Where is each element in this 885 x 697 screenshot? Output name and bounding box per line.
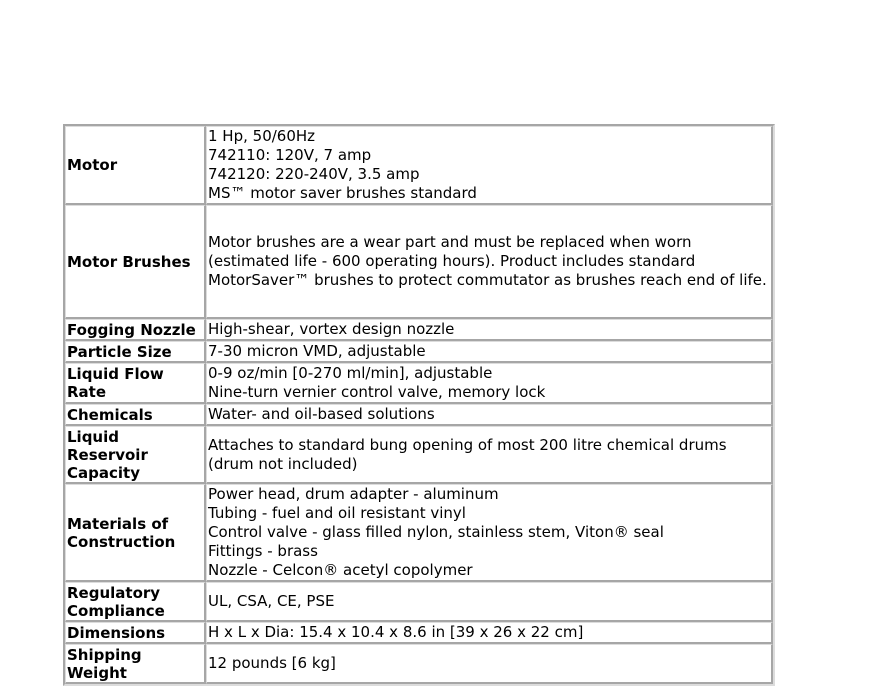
value-line: Nine-turn vernier control valve, memory lock bbox=[208, 383, 546, 401]
table-row bbox=[65, 484, 773, 582]
row-label: Motor Brushes bbox=[65, 205, 206, 319]
table-row bbox=[65, 404, 773, 426]
value-line: 7-30 micron VMD, adjustable bbox=[208, 342, 426, 360]
row-label: Liquid Reservoir Capacity bbox=[65, 426, 206, 484]
value-line: 742120: 220-240V, 3.5 amp bbox=[208, 165, 420, 183]
row-value bbox=[206, 644, 773, 684]
table-row bbox=[65, 341, 773, 363]
row-value bbox=[206, 363, 773, 404]
row-value bbox=[206, 622, 773, 644]
table-row bbox=[65, 644, 773, 684]
table-row bbox=[65, 622, 773, 644]
row-label: Motor bbox=[65, 126, 206, 205]
value-line: Water- and oil-based solutions bbox=[208, 405, 435, 423]
row-value bbox=[206, 341, 773, 363]
value-line: MS™ motor saver brushes standard bbox=[208, 184, 477, 202]
table-row bbox=[65, 363, 773, 404]
value-line: Control valve - glass filled nylon, stainless stem, Viton® seal bbox=[208, 523, 664, 541]
row-label: Dimensions bbox=[65, 622, 206, 644]
row-value bbox=[206, 582, 773, 622]
value-line: High-shear, vortex design nozzle bbox=[208, 320, 455, 338]
value-line: Motor brushes are a wear part and must be replaced when worn (estimated life - 600 operating hours). Product includes standard MotorSaver™ brushes to protect commutator as brushes reach end of life. bbox=[208, 233, 767, 289]
row-value bbox=[206, 126, 773, 205]
row-label: Chemicals bbox=[65, 404, 206, 426]
value-line: 742110: 120V, 7 amp bbox=[208, 146, 372, 164]
spec-table bbox=[63, 124, 775, 686]
value-line: Fittings - brass bbox=[208, 542, 318, 560]
table-row bbox=[65, 205, 773, 319]
row-label: Liquid Flow Rate bbox=[65, 363, 206, 404]
row-value bbox=[206, 484, 773, 582]
row-label: Shipping Weight bbox=[65, 644, 206, 684]
table-row bbox=[65, 126, 773, 205]
row-label: Fogging Nozzle bbox=[65, 319, 206, 341]
value-line: UL, CSA, CE, PSE bbox=[208, 592, 335, 610]
table-row bbox=[65, 426, 773, 484]
value-line: 1 Hp, 50/60Hz bbox=[208, 127, 316, 145]
row-value bbox=[206, 205, 773, 319]
table-row bbox=[65, 582, 773, 622]
value-line: Attaches to standard bung opening of most 200 litre chemical drums (drum not included) bbox=[208, 435, 727, 473]
row-value bbox=[206, 319, 773, 341]
row-value bbox=[206, 404, 773, 426]
row-label: Regulatory Compliance bbox=[65, 582, 206, 622]
value-line: Power head, drum adapter - aluminum bbox=[208, 485, 499, 503]
table-row bbox=[65, 319, 773, 341]
row-value bbox=[206, 426, 773, 484]
value-line: Tubing - fuel and oil resistant vinyl bbox=[208, 504, 466, 522]
value-line: 12 pounds [6 kg] bbox=[208, 654, 336, 672]
value-line: H x L x Dia: 15.4 x 10.4 x 8.6 in [39 x 26 x 22 cm] bbox=[208, 623, 584, 641]
row-label: Particle Size bbox=[65, 341, 206, 363]
value-line: 0-9 oz/min [0-270 ml/min], adjustable bbox=[208, 364, 493, 382]
row-label: Materials of Construction bbox=[65, 484, 206, 582]
value-line: Nozzle - Celcon® acetyl copolymer bbox=[208, 561, 473, 579]
